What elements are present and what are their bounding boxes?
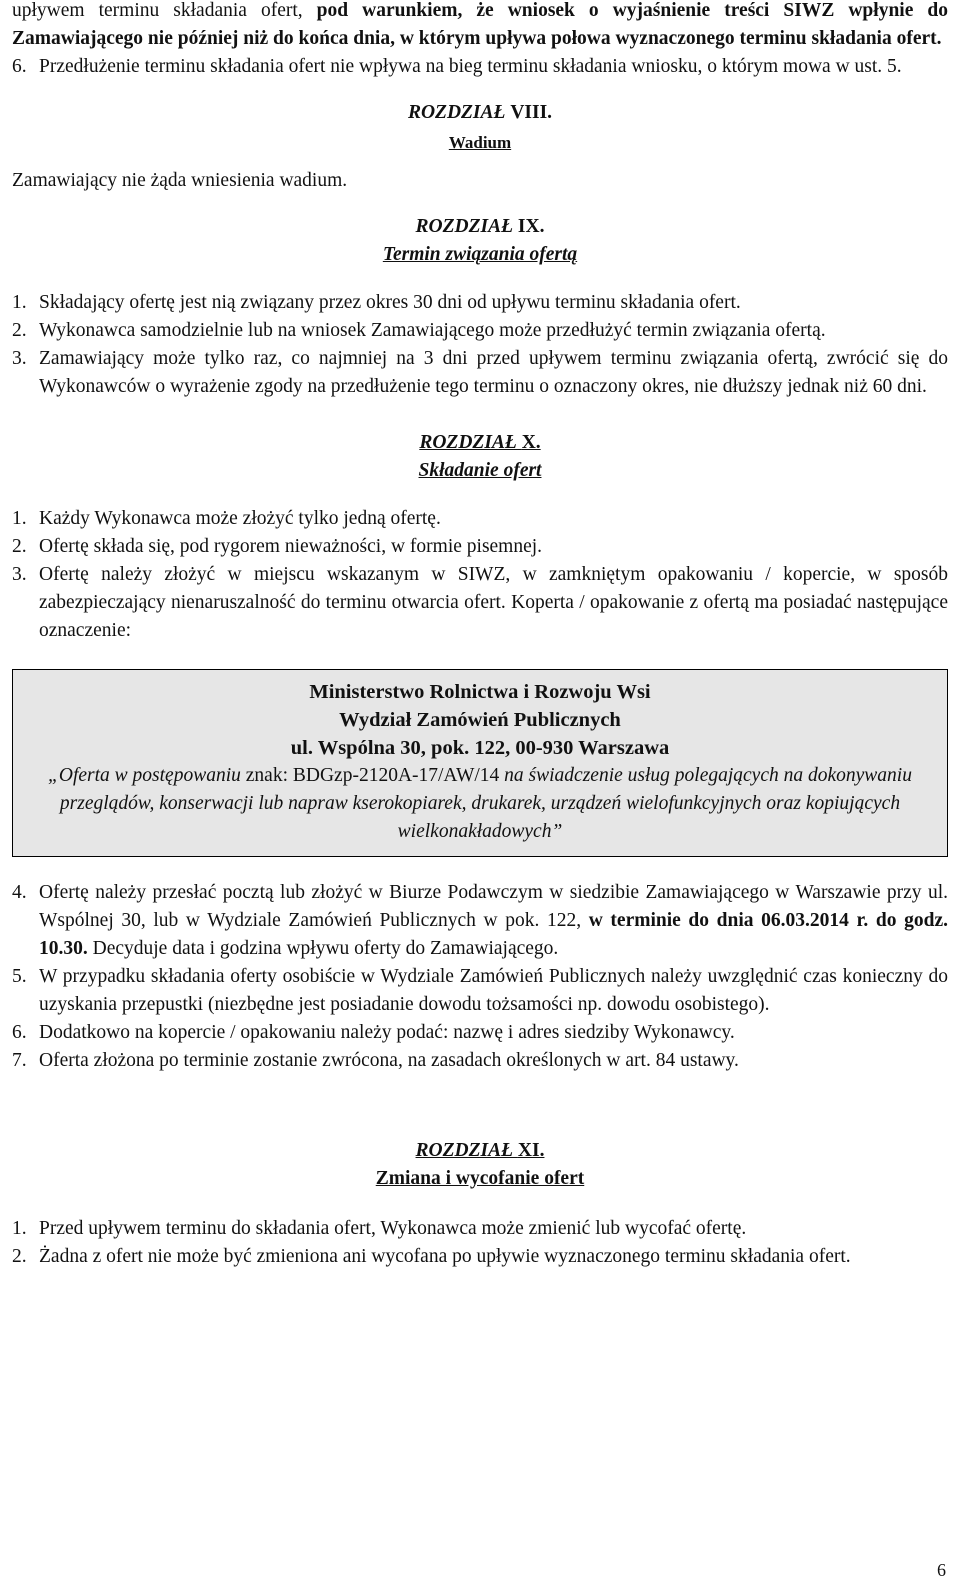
chapter-roman: X. (521, 432, 541, 453)
list-item (12, 289, 948, 317)
item-text: Zamawiający może tylko raz, co najmniej na 3 dni przed upływem terminu związania ofertą, zwrócić się do Wykonawców o wyrażenie zgody na przedłużenie tego terminu o oznaczony okres, nie dłuższy jednak niż 60 dni. (39, 348, 948, 397)
list-item (12, 963, 948, 1019)
list-item (12, 53, 948, 81)
item-text: Wykonawca samodzielnie lub na wniosek Zamawiającego może przedłużyć termin związania ofertą. (39, 320, 826, 341)
chapter-roman: VIII. (510, 102, 553, 123)
chapter-roman: XI. (517, 1140, 545, 1161)
item-number: 7. (12, 1050, 27, 1071)
list-item (12, 1019, 948, 1047)
item-number: 6. (12, 56, 27, 77)
item-text: Każdy Wykonawca może złożyć tylko jedną ofertę. (39, 508, 441, 529)
box-line-address: ul. Wspólna 30, pok. 122, 00-930 Warszawa (290, 737, 670, 759)
item-number: 2. (12, 320, 27, 341)
chapter-word: ROZDZIAŁ (419, 432, 522, 453)
chapter-heading (12, 429, 948, 457)
item-number: 5. (12, 966, 27, 987)
chapter-title: Termin związania ofertą (382, 244, 578, 265)
list-item (12, 317, 948, 345)
document-page (12, 0, 948, 1271)
box-line-ministry: Ministerstwo Rolnictwa i Rozwoju Wsi (309, 681, 651, 703)
chapter-word: ROZDZIAŁ (415, 1140, 518, 1161)
item-text: Składający ofertę jest nią związany przez okres 30 dni od upływu terminu składania ofert. (39, 292, 741, 313)
item-number: 6. (12, 1022, 27, 1043)
list-item (12, 561, 948, 645)
item-number: 1. (12, 508, 27, 529)
chapter-title: Składanie ofert (418, 460, 542, 481)
chapter-word: ROZDZIAŁ (415, 216, 518, 237)
list-item (12, 533, 948, 561)
item-number: 4. (12, 882, 27, 903)
item-text: W przypadku składania oferty osobiście w Wydziale Zamówień Publicznych należy uwzględnić czas konieczny do uzyskania przepustki (niezbędne jest posiadanie dowodu tożsamości np. dowodu osobistego). (39, 966, 948, 1015)
chapter-title: Wadium (448, 133, 512, 152)
page-number: 6 (937, 1560, 946, 1580)
list-item (12, 1215, 948, 1243)
item-text: Ofertę składa się, pod rygorem nieważności, w formie pisemnej. (39, 536, 543, 557)
box-offer-reference: znak: BDGzp-2120A-17/AW/14 (245, 765, 505, 786)
list-item (12, 505, 948, 533)
intro-paragraph (12, 0, 948, 53)
envelope-label-box (12, 669, 948, 857)
item-text: Przed upływem terminu do składania ofert, Wykonawca może zmienić lub wycofać ofertę. (39, 1218, 747, 1239)
box-offer-italic-description: na świadczenie usług polegających na dokonywaniu przeglądów, konserwacji lub napraw kserokopiarek, drukarek, urządzeń wielofunkcyjnych oraz kopiujących wielkonakładowych” (59, 765, 912, 842)
item-number: 3. (12, 564, 27, 585)
list-item (12, 345, 948, 401)
list-item (12, 879, 948, 963)
chapter-word: ROZDZIAŁ (407, 102, 511, 123)
item-number: 1. (12, 1218, 27, 1239)
list-item (12, 1047, 948, 1075)
intro-text: upływem terminu składania ofert, (12, 0, 317, 21)
item-text: Przedłużenie terminu składania ofert nie wpływa na bieg terminu składania wniosku, o którym mowa w ust. 5. (39, 56, 902, 77)
box-line-offer (23, 762, 937, 846)
item-number: 1. (12, 292, 27, 313)
item-text (39, 879, 948, 963)
item-text: Dodatkowo na kopercie / opakowaniu należy podać: nazwę i adres siedziby Wykonawcy. (39, 1022, 735, 1043)
deadline-bold-text: w terminie do dnia 06.03.2014 r. do godz. 10.30. (39, 910, 948, 959)
item-text-part: Ofertę należy przesłać pocztą lub złożyć w Biurze Podawczym w siedzibie Zamawiającego w Warszawie przy ul. Wspólnej 30, lub w Wydziale Zamówień Publicznych w pok. 122, (39, 882, 948, 931)
item-text: Ofertę należy złożyć w miejscu wskazanym w SIWZ, w zamkniętym opakowaniu / kopercie, w sposób zabezpieczający nienaruszalność do terminu otwarcia ofert. Koperta / opakowanie z ofertą ma posiadać następujące oznaczenie: (39, 564, 948, 641)
box-offer-italic: „Oferta w postępowaniu (48, 765, 246, 786)
item-text: Żadna z ofert nie może być zmieniona ani wycofana po upływie wyznaczonego terminu składania ofert. (39, 1246, 851, 1267)
chapter-heading (12, 213, 948, 241)
list-item (12, 1243, 948, 1271)
item-text: Oferta złożona po terminie zostanie zwrócona, na zasadach określonych w art. 84 ustawy. (39, 1050, 739, 1071)
item-number: 2. (12, 1246, 27, 1267)
chapter-heading (12, 99, 948, 127)
item-number: 2. (12, 536, 27, 557)
chapter-8-heading (12, 81, 948, 191)
chapter-8-text: Zamawiający nie żąda wniesienia wadium. (12, 170, 348, 191)
chapter-title: Zmiana i wycofanie ofert (375, 1168, 585, 1189)
chapter-heading (12, 1137, 948, 1165)
item-number: 3. (12, 348, 27, 369)
intro-bold-text: pod warunkiem, że wniosek o wyjaśnienie treści SIWZ wpłynie do Zamawiającego nie później niż do końca dnia, w którym upływa połowa wyznaczonego terminu składania ofert. (12, 0, 948, 49)
box-line-department: Wydział Zamówień Publicznych (339, 709, 621, 731)
item-text-part: Decyduje data i godzina wpływu oferty do Zamawiającego. (87, 938, 559, 959)
chapter-roman: IX. (517, 216, 545, 237)
